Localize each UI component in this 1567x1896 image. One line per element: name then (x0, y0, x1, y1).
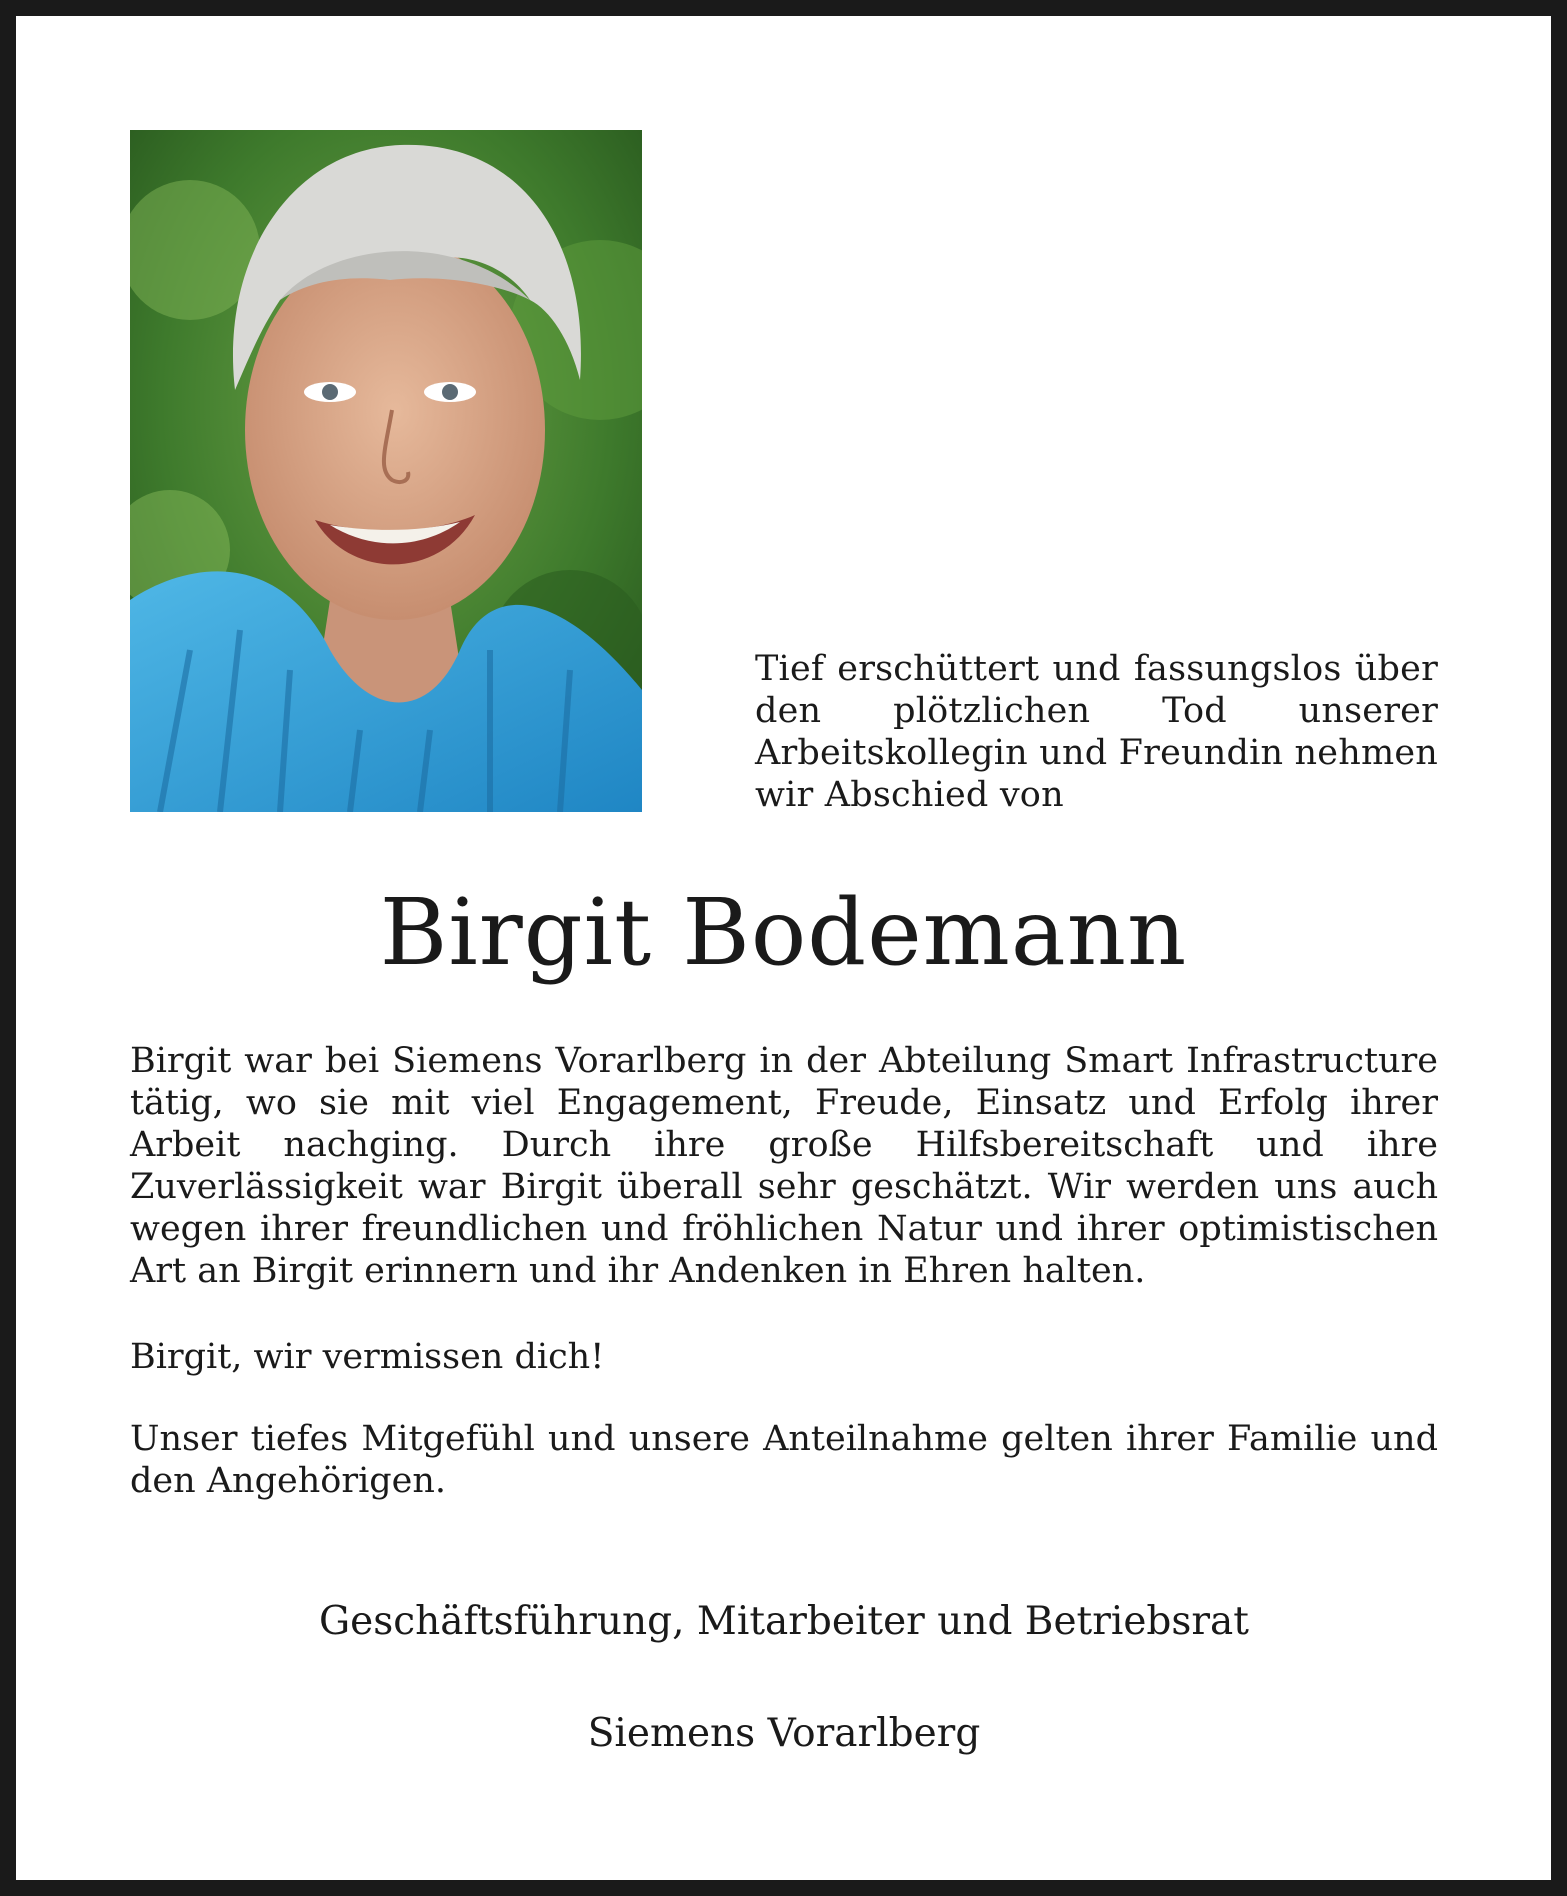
tribute-paragraph: Birgit war bei Siemens Vorarlberg in der Abteilung Smart Infrastructure tätig, wo sie mit viel Engagement, Freude, Einsatz und Erfolg ihrer Arbeit nachging. Durch ihre große Hilfsbereitschaft und ihre Zuverlässigkeit war Birgit überall sehr geschätzt. Wir werden uns auch wegen ihrer freundlichen und fröhlichen Natur und ihrer optimistischen Art an Birgit erinnern und ihr Andenken in Ehren halten. (130, 1041, 1438, 1291)
miss-you-line: Birgit, wir vermissen dich! (130, 1337, 605, 1377)
intro-text: Tief erschüttert und fassungslos über den plötzlichen Tod unserer Arbeitskollegin und Freundin nehmen wir Abschied von (755, 649, 1438, 815)
portrait-photo-icon (130, 130, 642, 812)
portrait-photo (130, 130, 642, 812)
signature-line: Geschäftsführung, Mitarbeiter und Betriebsrat (319, 1599, 1249, 1644)
deceased-name: Birgit Bodemann (379, 879, 1188, 986)
company-name: Siemens Vorarlberg (587, 1711, 981, 1756)
condolence-paragraph: Unser tiefes Mitgefühl und unsere Anteilnahme gelten ihrer Familie und den Angehörigen. (130, 1419, 1438, 1501)
